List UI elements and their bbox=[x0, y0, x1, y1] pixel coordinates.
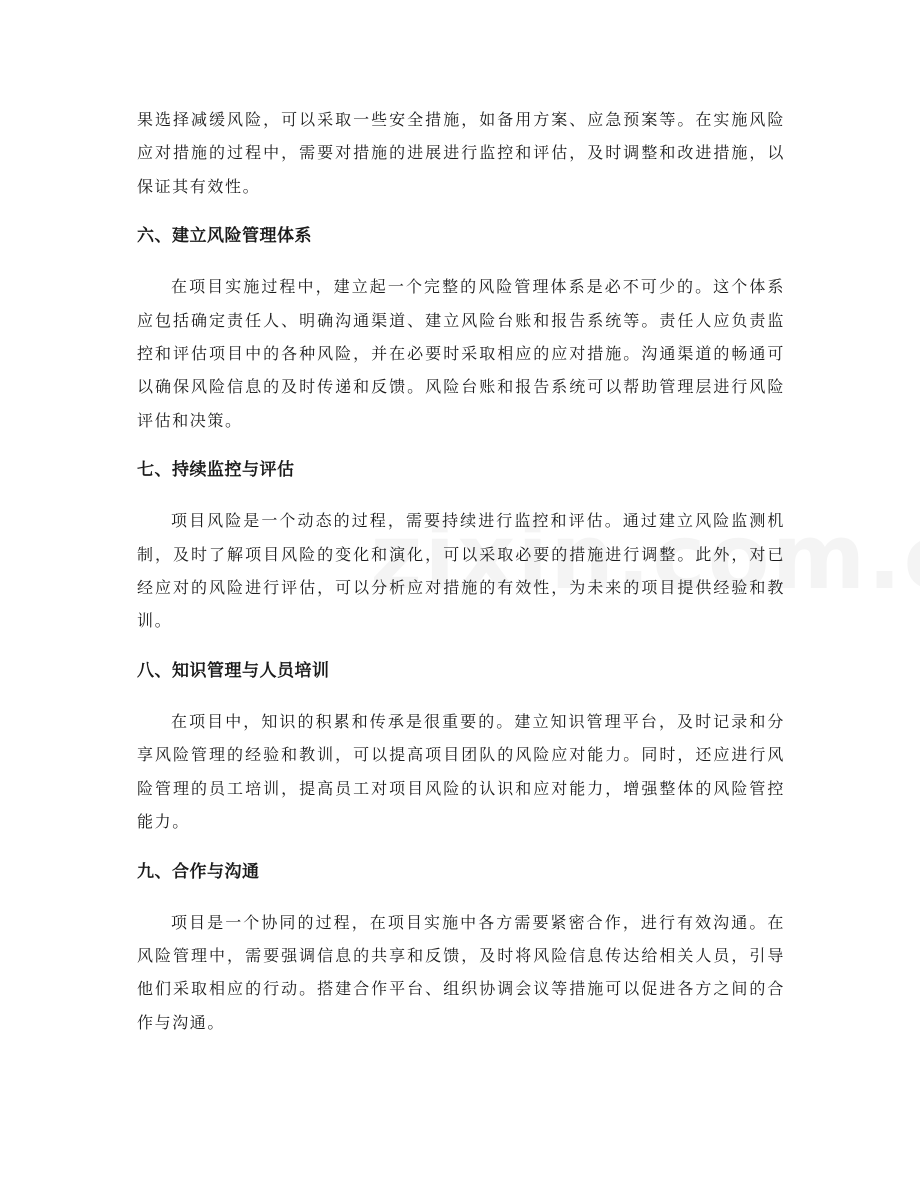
paragraph-continued: 果选择减缓风险，可以采取一些安全措施，如备用方案、应急预案等。在实施风险应对措施的过程中，需要对措施的进展进行监控和评估，及时调整和改进措施，以保证其有效性。 bbox=[137, 110, 785, 196]
document-body bbox=[137, 103, 785, 1039]
section-paragraph-6: 在项目实施过程中，建立起一个完整的风险管理体系是必不可少的。这个体系应包括确定责任人、明确沟通渠道、建立风险台账和报告系统等。责任人应负责监控和评估项目中的各种风险，并在必要时采取相应的应对措施。沟通渠道的畅通可以确保风险信息的及时传递和反馈。风险台账和报告系统可以帮助管理层进行风险评估和决策。 bbox=[137, 277, 785, 430]
section-paragraph-8: 在项目中，知识的积累和传承是很重要的。建立知识管理平台，及时记录和分享风险管理的经验和教训，可以提高项目团队的风险应对能力。同时，还应进行风险管理的员工培训，提高员工对项目风险的认识和应对能力，增强整体的风险管控能力。 bbox=[137, 711, 785, 832]
section-heading-7: 七、持续监控与评估 bbox=[137, 460, 295, 481]
section-paragraph-9: 项目是一个协同的过程，在项目实施中各方需要紧密合作，进行有效沟通。在风险管理中，需要强调信息的共享和反馈，及时将风险信息传达给相关人员，引导他们采取相应的行动。搭建合作平台、组织协调会议等措施可以促进各方之间的合作与沟通。 bbox=[137, 912, 785, 1032]
section-heading-9: 九、合作与沟通 bbox=[137, 861, 260, 882]
section-heading-6: 六、建立风险管理体系 bbox=[137, 226, 312, 247]
section-paragraph-7: 项目风险是一个动态的过程，需要持续进行监控和评估。通过建立风险监测机制，及时了解项目风险的变化和演化，可以采取必要的措施进行调整。此外，对已经应对的风险进行评估，可以分析应对措施的有效性，为未来的项目提供经验和教训。 bbox=[137, 511, 785, 631]
section-heading-8: 八、知识管理与人员培训 bbox=[137, 660, 330, 681]
